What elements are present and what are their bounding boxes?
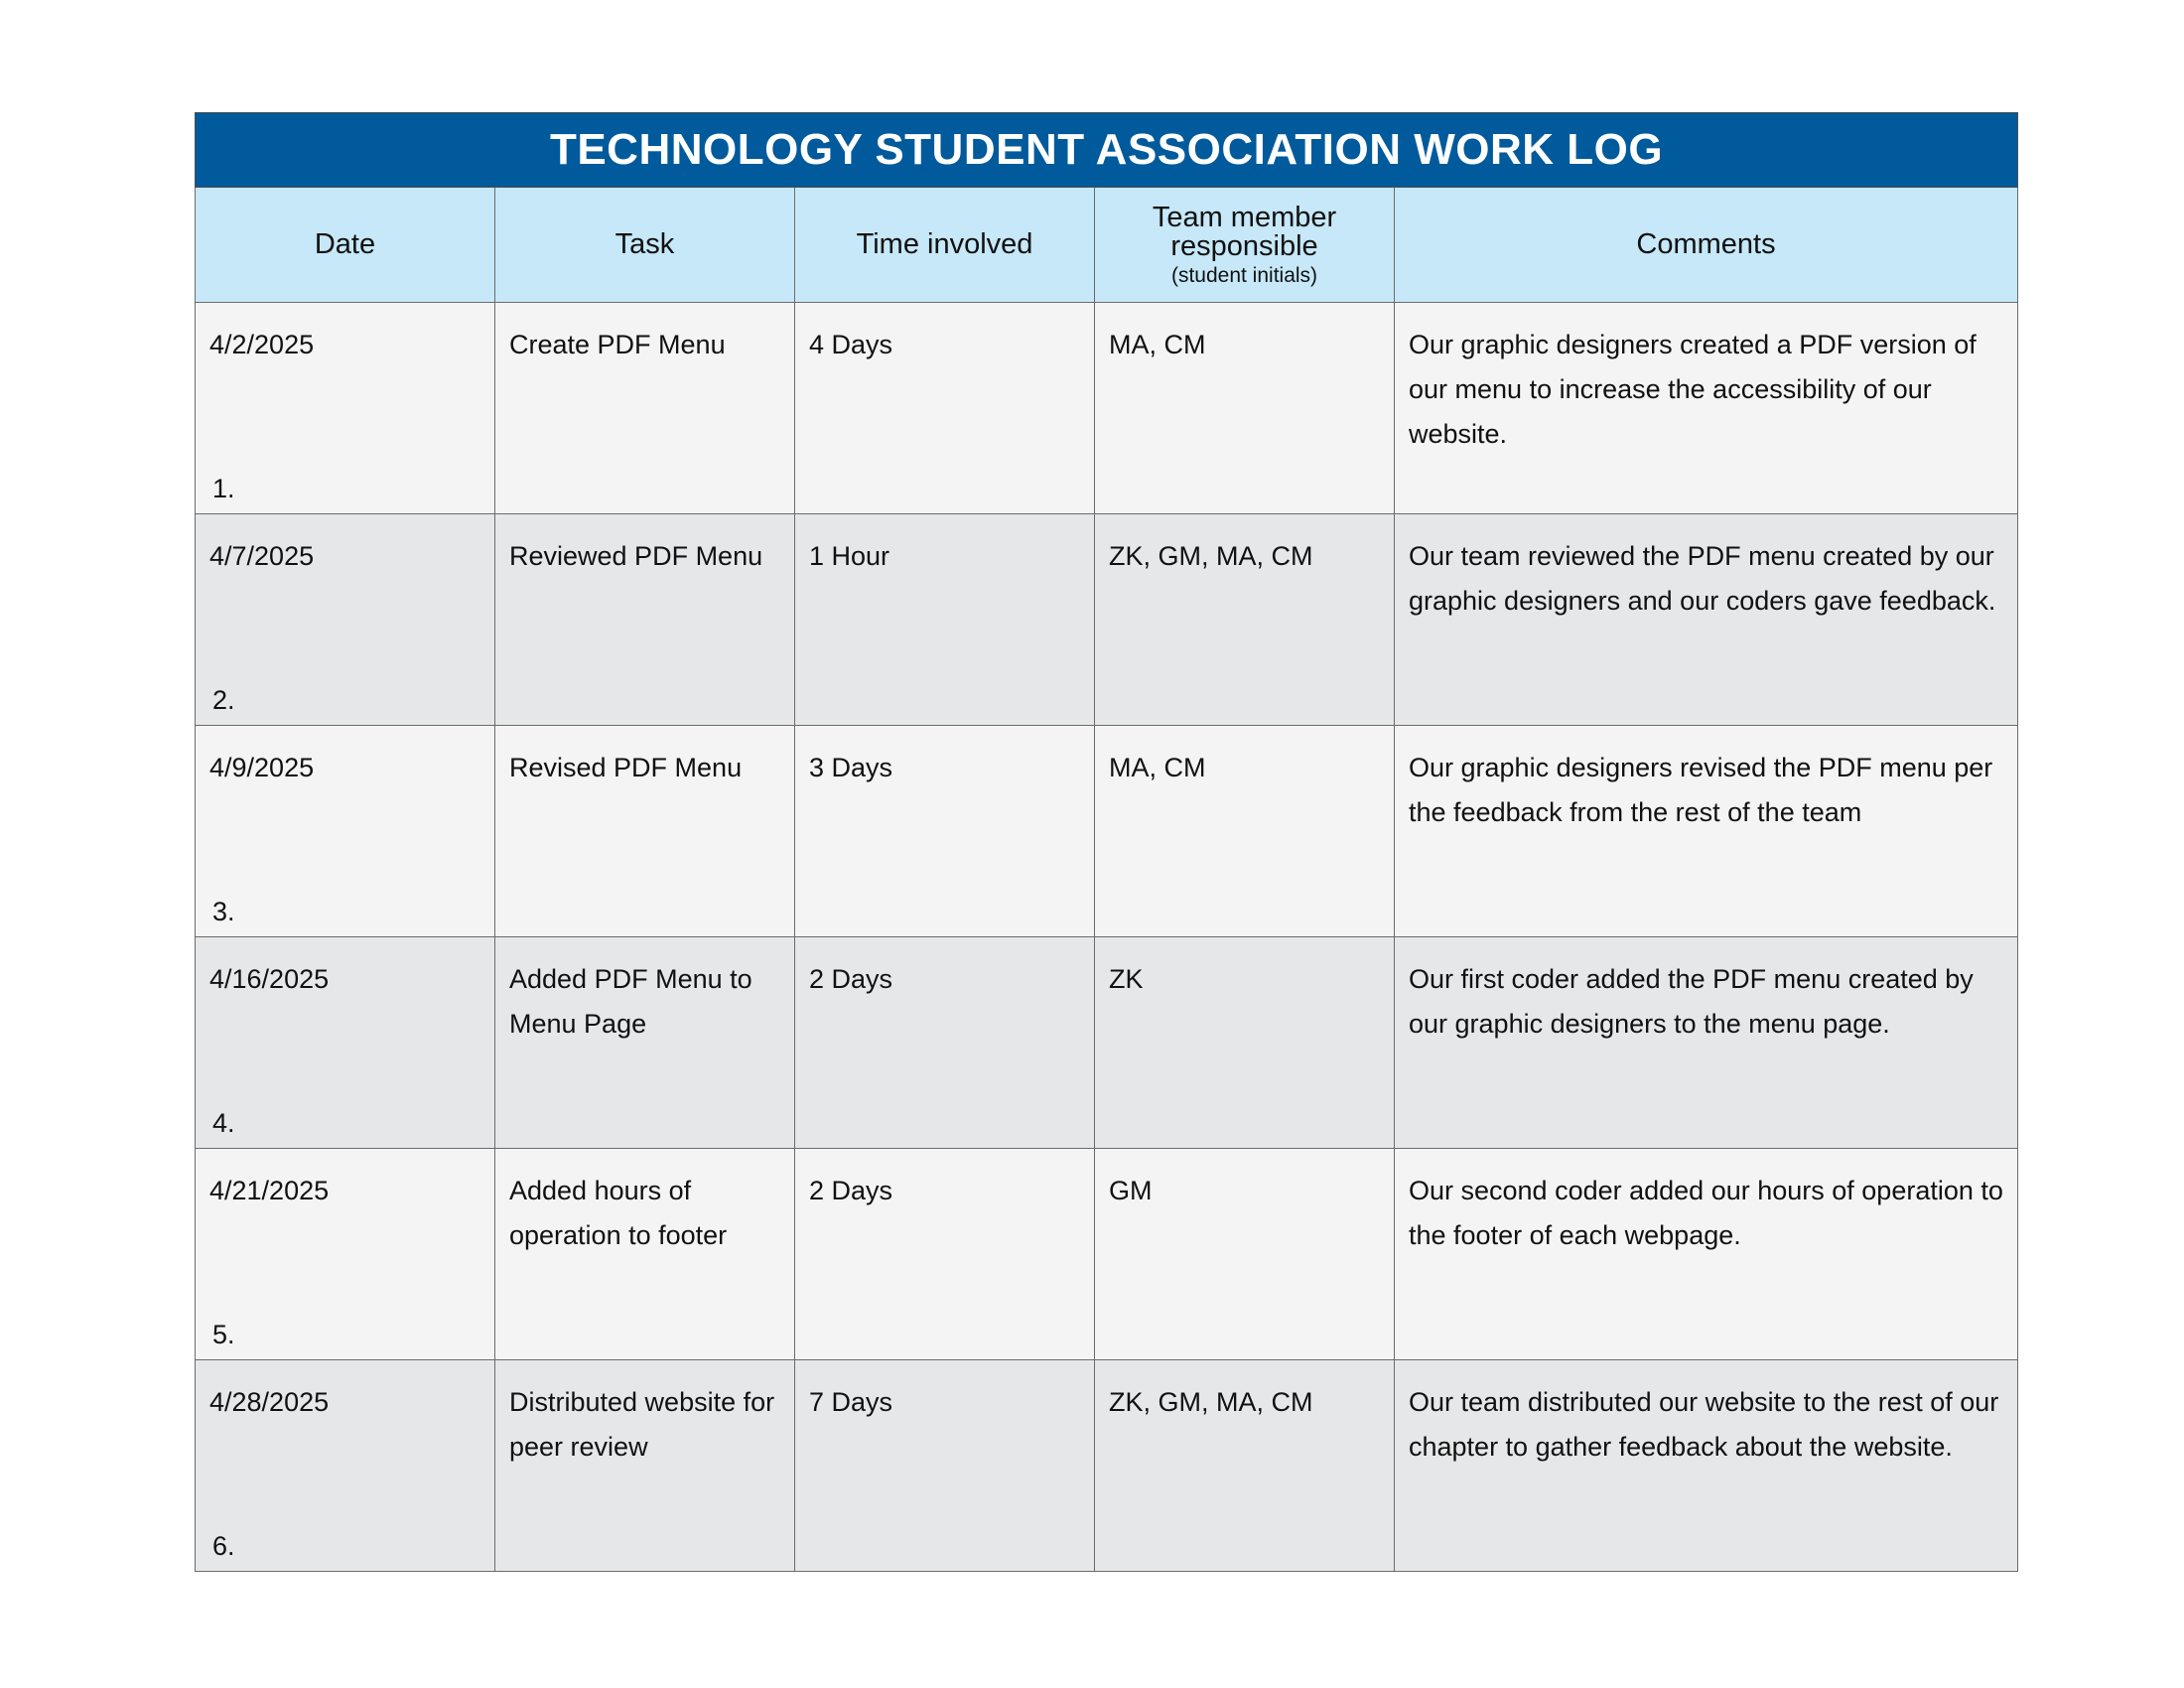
page-title: TECHNOLOGY STUDENT ASSOCIATION WORK LOG (196, 113, 2018, 188)
task-cell: Reviewed PDF Menu (495, 514, 795, 726)
header-team-sublabel: (student initials) (1170, 264, 1318, 287)
comments-cell: Our graphic designers created a PDF version of our menu to increase the accessibility of our website. (1395, 303, 2018, 514)
time-cell: 4 Days (795, 303, 1095, 514)
comments-cell: Our team reviewed the PDF menu created by our graphic designers and our coders gave feedback. (1395, 514, 2018, 726)
date-cell (196, 1149, 495, 1360)
row-number: 5. (212, 1320, 235, 1349)
comments-cell: Our team distributed our website to the rest of our chapter to gather feedback about the website. (1395, 1360, 2018, 1572)
row-number: 1. (212, 474, 235, 503)
table-row (196, 726, 2018, 937)
comments-cell: Our first coder added the PDF menu created by our graphic designers to the menu page. (1395, 937, 2018, 1149)
header-team-label: Team member responsible (1152, 202, 1337, 262)
work-log-sheet (195, 112, 2017, 1572)
table-row (196, 514, 2018, 726)
header-team (1095, 188, 1395, 303)
row-number: 6. (212, 1531, 235, 1561)
date-value: 4/7/2025 (209, 541, 315, 571)
comments-cell: Our graphic designers revised the PDF menu per the feedback from the rest of the team (1395, 726, 2018, 937)
table-row (196, 1149, 2018, 1360)
title-row (196, 113, 2018, 188)
date-cell (196, 726, 495, 937)
task-cell: Distributed website for peer review (495, 1360, 795, 1572)
header-row (196, 188, 2018, 303)
task-cell: Added hours of operation to footer (495, 1149, 795, 1360)
table-row (196, 1360, 2018, 1572)
team-cell: MA, CM (1095, 303, 1395, 514)
task-cell: Added PDF Menu to Menu Page (495, 937, 795, 1149)
time-cell: 7 Days (795, 1360, 1095, 1572)
header-task: Task (495, 188, 795, 303)
row-number: 2. (212, 685, 235, 715)
header-date: Date (196, 188, 495, 303)
header-comments: Comments (1395, 188, 2018, 303)
team-cell: ZK, GM, MA, CM (1095, 1360, 1395, 1572)
date-cell (196, 303, 495, 514)
date-cell (196, 937, 495, 1149)
task-cell: Create PDF Menu (495, 303, 795, 514)
team-cell: GM (1095, 1149, 1395, 1360)
team-cell: MA, CM (1095, 726, 1395, 937)
comments-cell: Our second coder added our hours of operation to the footer of each webpage. (1395, 1149, 2018, 1360)
date-cell (196, 1360, 495, 1572)
time-cell: 2 Days (795, 937, 1095, 1149)
row-number: 3. (212, 897, 235, 926)
time-cell: 1 Hour (795, 514, 1095, 726)
row-number: 4. (212, 1108, 235, 1138)
table-row (196, 303, 2018, 514)
date-value: 4/2/2025 (209, 330, 315, 359)
date-value: 4/21/2025 (209, 1176, 330, 1205)
table-row (196, 937, 2018, 1149)
work-log-table (195, 112, 2018, 1572)
date-value: 4/28/2025 (209, 1387, 330, 1417)
time-cell: 3 Days (795, 726, 1095, 937)
header-time: Time involved (795, 188, 1095, 303)
date-cell (196, 514, 495, 726)
team-cell: ZK (1095, 937, 1395, 1149)
date-value: 4/9/2025 (209, 753, 315, 782)
time-cell: 2 Days (795, 1149, 1095, 1360)
task-cell: Revised PDF Menu (495, 726, 795, 937)
date-value: 4/16/2025 (209, 964, 330, 994)
team-cell: ZK, GM, MA, CM (1095, 514, 1395, 726)
